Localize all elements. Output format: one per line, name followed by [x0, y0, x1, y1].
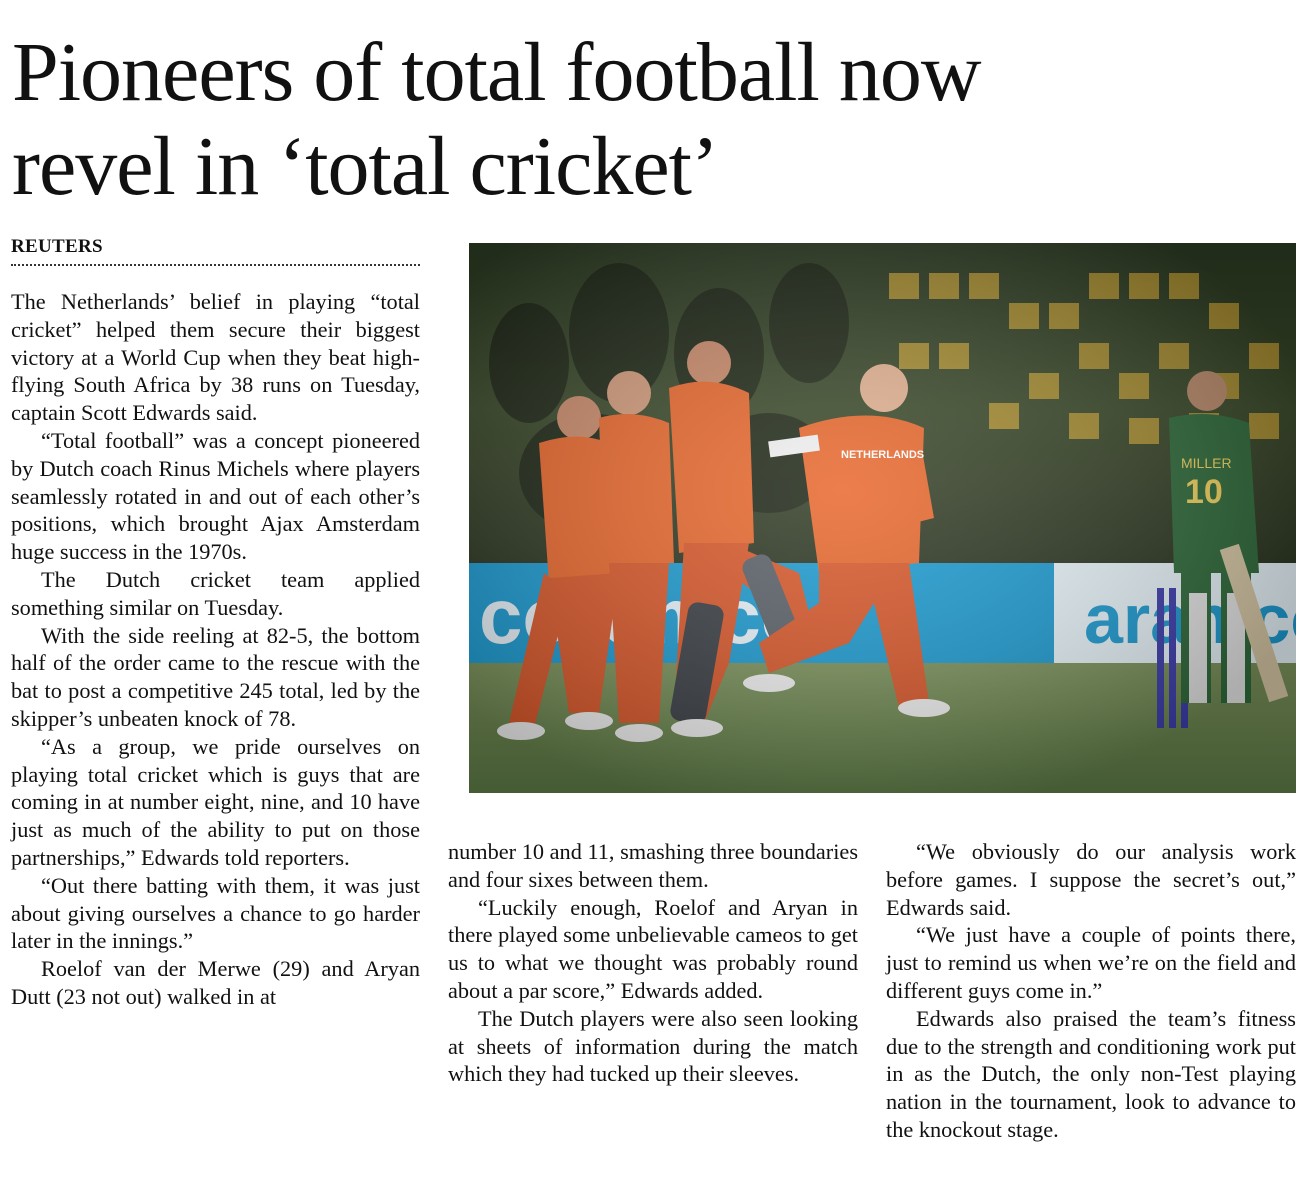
paragraph: The Dutch cricket team applied something similar on Tuesday.: [11, 566, 420, 620]
paragraph: “Total football” was a concept pioneered by Dutch coach Rinus Michels where players seamlessly rotated in and out of each other’s positions, which brought Ajax Amsterdam huge success in the 1970s.: [11, 427, 420, 565]
paragraph: Roelof van der Merwe (29) and Aryan Dutt (23 not out) walked in at: [11, 956, 420, 1009]
match-photo: [469, 243, 1296, 793]
headline: [12, 26, 1302, 214]
article-column-3: [886, 838, 1296, 1144]
paragraph: The Dutch players were also seen looking at sheets of information during the match which they had tucked up their sleeves.: [448, 1005, 858, 1087]
paragraph: Edwards also praised the team’s fitness due to the strength and conditioning work put in as the Dutch, the only non-Test playing nation in the tournament, look to advance to the knockout stage.: [886, 1005, 1296, 1142]
article-column-2: [448, 838, 858, 1088]
paragraph: The Netherlands’ belief in playing “total cricket” helped them secure their biggest victory at a World Cup when they beat high-flying South Africa by 38 runs on Tuesday, captain Scott Edwards said.: [11, 289, 420, 426]
paragraph: “Luckily enough, Roelof and Aryan in there played some unbelievable cameos to get us to what we thought was probably round about a par score,” Edwards added.: [448, 894, 858, 1003]
byline: REUTERS: [11, 236, 420, 266]
paragraph: “We just have a couple of points there, just to remind us when we’re on the field and different guys come in.”: [886, 922, 1296, 1003]
paragraph: With the side reeling at 82-5, the bottom half of the order came to the rescue with the bat to post a competitive 245 total, led by the skipper’s unbeaten knock of 78.: [11, 622, 420, 731]
paragraph: “As a group, we pride ourselves on playing total cricket which is guys that are coming in at number eight, nine, and 10 have just as much of the ability to put on those partnerships,” Edwards told reporters.: [11, 733, 420, 870]
headline-line-2: revel in ‘total cricket’: [12, 120, 718, 213]
headline-line-1: Pioneers of total football now: [12, 26, 981, 119]
article-column-1: [11, 288, 420, 1011]
paragraph: number 10 and 11, smashing three boundaries and four sixes between them.: [448, 839, 858, 892]
photo-shading: [469, 243, 1296, 793]
paragraph: “We obviously do our analysis work before games. I suppose the secret’s out,” Edwards said.: [886, 839, 1296, 920]
celebration-illustration: [469, 243, 1296, 793]
paragraph: “Out there batting with them, it was just about giving ourselves a chance to go harder later in the innings.”: [11, 872, 420, 954]
